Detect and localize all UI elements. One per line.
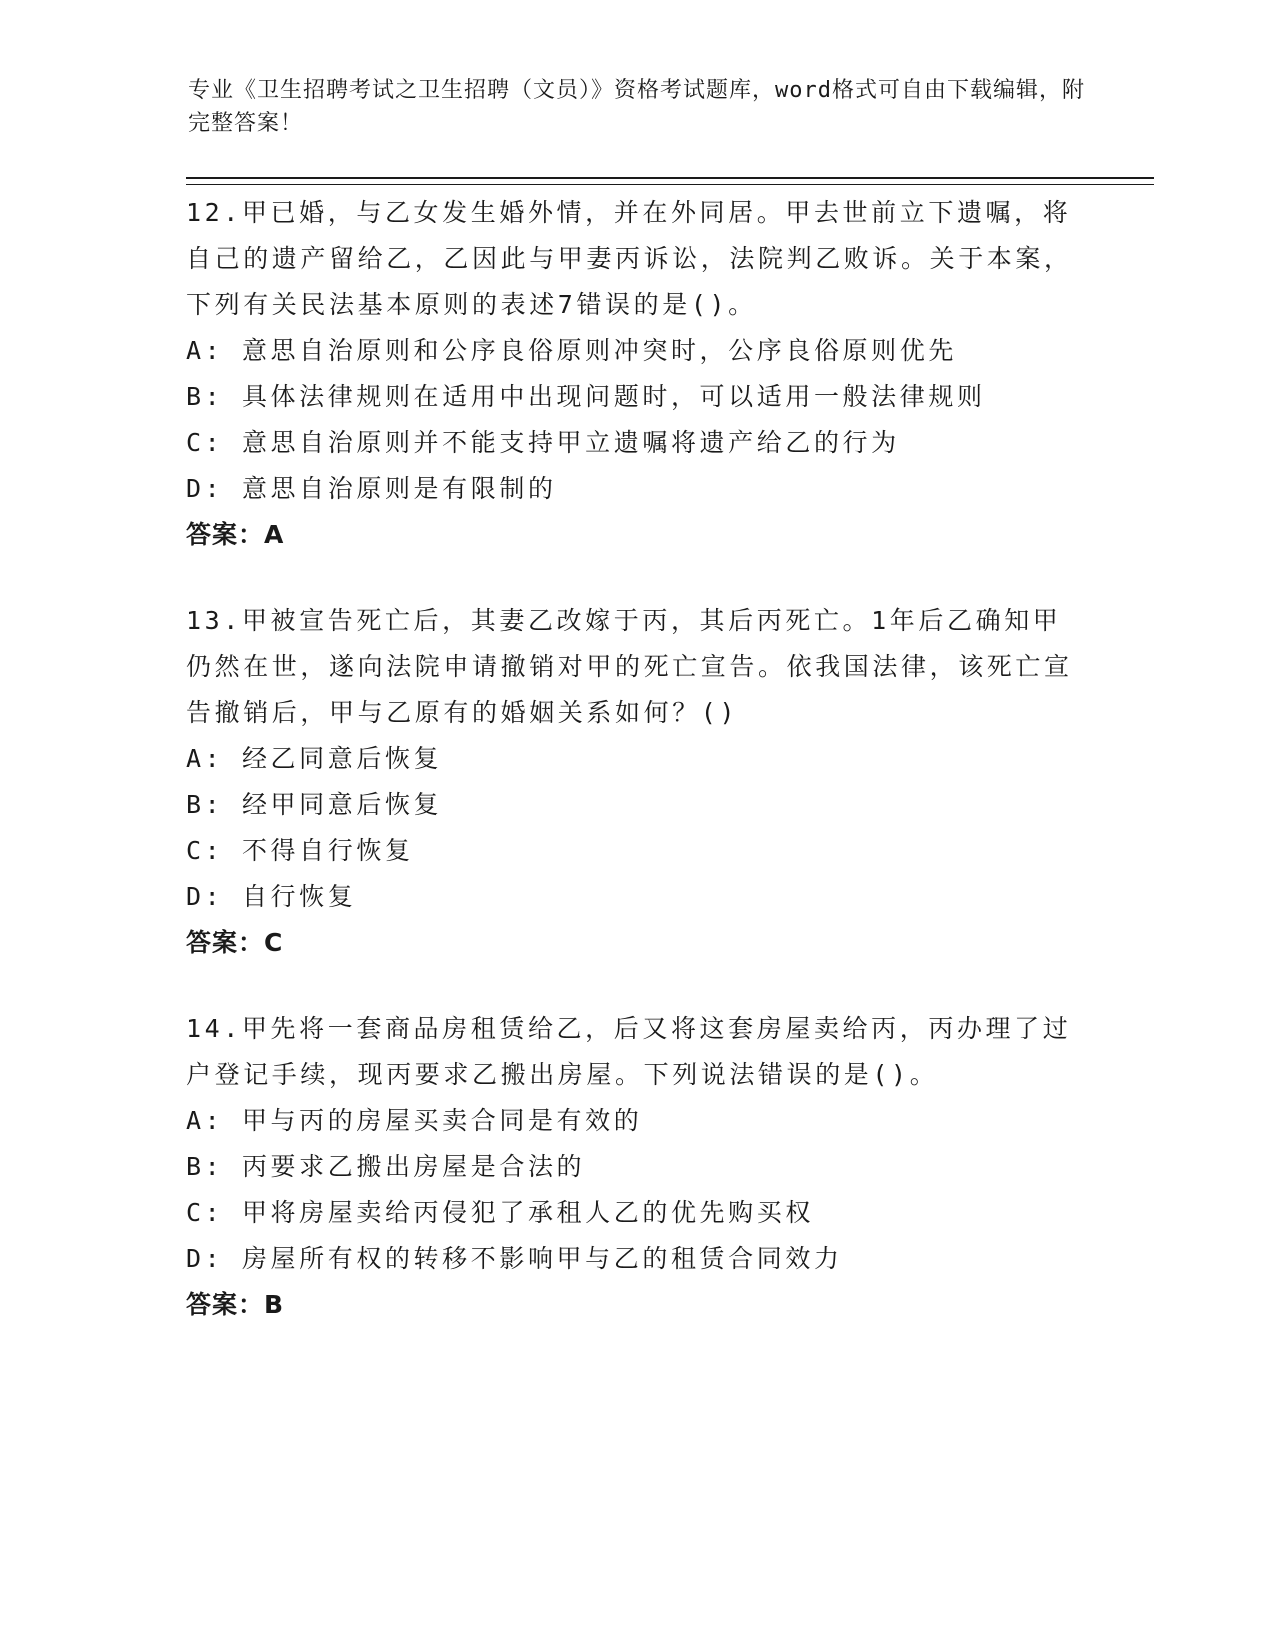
option-b: B: 丙要求乙搬出房屋是合法的 bbox=[186, 1152, 586, 1181]
option-c: C: 意思自治原则并不能支持甲立遗嘱将遗产给乙的行为 bbox=[186, 428, 900, 457]
option-b: B: 经甲同意后恢复 bbox=[186, 790, 443, 819]
header-divider-thick bbox=[186, 177, 1154, 179]
option-d: D: 意思自治原则是有限制的 bbox=[186, 474, 557, 503]
option-a: A: 意思自治原则和公序良俗原则冲突时，公序良俗原则优先 bbox=[186, 336, 957, 365]
question-12 bbox=[186, 190, 1086, 558]
question-text: 12.甲已婚，与乙女发生婚外情，并在外同居。甲去世前立下遗嘱，将自己的遗产留给乙，乙因此与甲妻丙诉讼，法院判乙败诉。关于本案，下列有关民法基本原则的表述7错误的是()。 bbox=[186, 198, 1073, 319]
question-text: 14.甲先将一套商品房租赁给乙，后又将这套房屋卖给丙，丙办理了过户登记手续，现丙要求乙搬出房屋。下列说法错误的是()。 bbox=[186, 1014, 1072, 1089]
option-a: A: 甲与丙的房屋买卖合同是有效的 bbox=[186, 1106, 643, 1135]
option-a: A: 经乙同意后恢复 bbox=[186, 744, 443, 773]
question-text: 13.甲被宣告死亡后，其妻乙改嫁于丙，其后丙死亡。1年后乙确知甲仍然在世，遂向法院申请撤销对甲的死亡宣告。依我国法律，该死亡宣告撤销后，甲与乙原有的婚姻关系如何？() bbox=[186, 606, 1073, 727]
answer: 答案：C bbox=[186, 928, 284, 957]
option-c: C: 甲将房屋卖给丙侵犯了承租人乙的优先购买权 bbox=[186, 1198, 814, 1227]
option-c: C: 不得自行恢复 bbox=[186, 836, 414, 865]
header-divider-thin bbox=[186, 184, 1154, 185]
page-header: 专业《卫生招聘考试之卫生招聘（文员）》资格考试题库，word格式可自由下载编辑，附完整答案！ bbox=[188, 78, 1085, 136]
answer: 答案：B bbox=[186, 1290, 285, 1319]
question-13 bbox=[186, 598, 1086, 966]
option-b: B: 具体法律规则在适用中出现问题时，可以适用一般法律规则 bbox=[186, 382, 986, 411]
question-14 bbox=[186, 1006, 1086, 1328]
option-d: D: 自行恢复 bbox=[186, 882, 357, 911]
answer: 答案：A bbox=[186, 520, 285, 549]
question-list bbox=[186, 190, 1086, 1368]
option-d: D: 房屋所有权的转移不影响甲与乙的租赁合同效力 bbox=[186, 1244, 843, 1273]
